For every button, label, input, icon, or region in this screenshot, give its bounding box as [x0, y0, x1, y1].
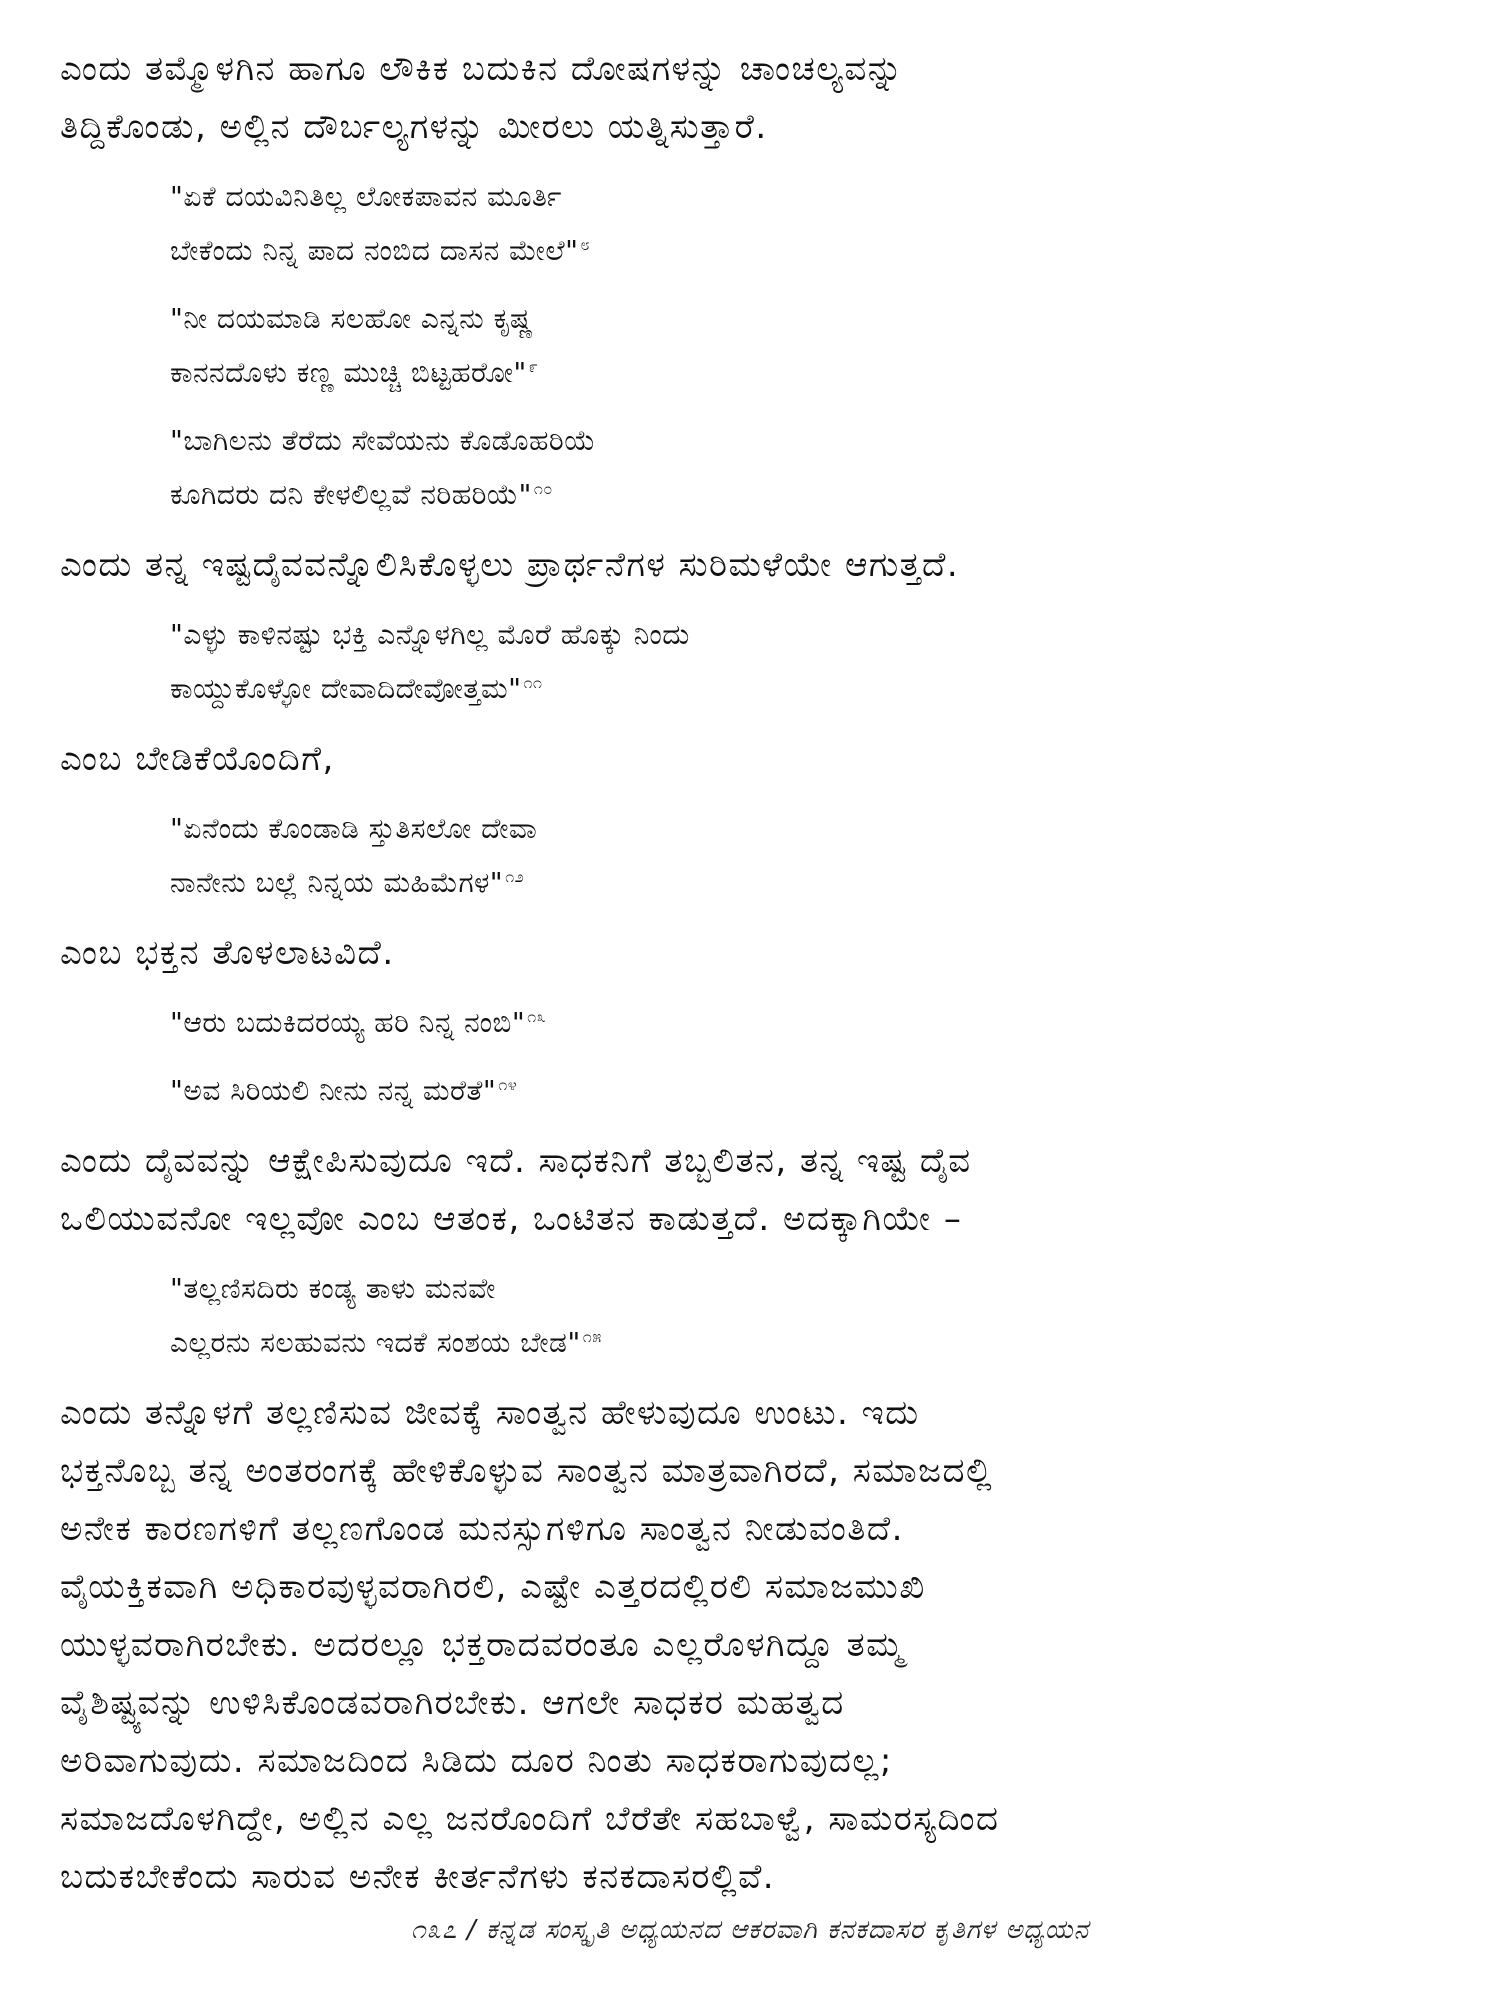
verse-line: ಕೂಗಿದರು ದನಿ ಕೇಳಲಿಲ್ಲವೆ ನರಿಹರಿಯೆ" $^{೧೦}$: [170, 478, 553, 511]
paragraph-line: ಎಂದು ತನ್ನೊಳಗೆ ತಲ್ಲಣಿಸುವ ಜೀವಕ್ಕೆ ಸಾಂತ್ವನ ಹೇಳುವುದೂ ಉಂಟು. ಇದು: [60, 1393, 920, 1433]
verse-line: "ಏಕೆ ದಯವಿನಿತಿಲ್ಲ ಲೋಕಪಾವನ ಮೂರ್ತಿ: [170, 180, 562, 213]
paragraph-line: ಬದುಕಬೇಕೆಂದು ಸಾರುವ ಅನೇಕ ಕೀರ್ತನೆಗಳು ಕನಕದಾಸರಲ್ಲಿವೆ.: [60, 1857, 776, 1897]
verse-line: "ನೀ ದಯಮಾಡಿ ಸಲಹೋ ಎನ್ನನು ಕೃಷ್ಣ: [170, 302, 534, 335]
quoted-verse: [170, 1064, 1440, 1118]
paragraph-line: ವೈಶಿಷ್ಟ್ಯವನ್ನು ಉಳಿಸಿಕೊಂಡವರಾಗಿರಬೇಕು. ಆಗಲೇ ಸಾಧಕರ ಮಹತ್ವದ: [60, 1683, 845, 1723]
body-paragraph: [60, 536, 1440, 594]
footnote-marker: ೧೫: [582, 1326, 602, 1346]
paragraph-line: ವೈಯಕ್ತಿಕವಾಗಿ ಅಧಿಕಾರವುಳ್ಳವರಾಗಿರಲಿ, ಎಷ್ಟೇ ಎತ್ತರದಲ್ಲಿರಲಿ ಸಮಾಜಮುಖಿ: [60, 1567, 926, 1607]
verse-line: "ಬಾಗಿಲನು ತೆರೆದು ಸೇವೆಯನು ಕೊಡೊಹರಿಯೆ: [170, 424, 596, 457]
paragraph-line: ಒಲಿಯುವನೋ ಇಲ್ಲವೋ ಎಂಬ ಆತಂಕ, ಒಂಟಿತನ ಕಾಡುತ್ತದೆ. ಅದಕ್ಕಾಗಿಯೇ –: [60, 1199, 963, 1239]
verse-line: ಕಾನನದೊಳು ಕಣ್ಣ ಮುಚ್ಚಿ ಬಿಟ್ಟಹರೋ" $^೯$: [170, 356, 539, 389]
paragraph-line: ತಿದ್ದಿಕೊಂಡು, ಅಲ್ಲಿನ ದೌರ್ಬಲ್ಯಗಳನ್ನು ಮೀರಲು ಯತ್ನಿಸುತ್ತಾರೆ.: [60, 107, 768, 147]
paragraph-line: ಎಂಬ ಭಕ್ತನ ತೊಳಲಾಟವಿದೆ.: [60, 933, 395, 973]
footnote-marker: ೧೨: [505, 866, 525, 886]
verse-line: ಎಲ್ಲರನು ಸಲಹುವನು ಇದಕೆ ಸಂಶಯ ಬೇಡ" $^{೧೫}$: [170, 1326, 602, 1359]
quoted-verse: [170, 608, 1440, 716]
body-paragraph: [60, 40, 1440, 156]
paragraph-line: ಎಂದು ತಮ್ಮೊಳಗಿನ ಹಾಗೂ ಲೌಕಿಕ ಬದುಕಿನ ದೋಷಗಳನ್ನು ಚಾಂಚಲ್ಯವನ್ನು: [60, 49, 904, 89]
body-paragraph: [60, 924, 1440, 982]
footnote-marker: ೯: [528, 356, 539, 376]
body-paragraph: [60, 730, 1440, 788]
verse-line: "ಎಳ್ಳು ಕಾಳಿನಷ್ಟು ಭಕ್ತಿ ಎನ್ನೊಳಗಿಲ್ಲ ಮೊರೆ ಹೊಕ್ಕು ನಿಂದು: [170, 618, 690, 651]
verse-line: ಕಾಯ್ದುಕೊಳ್ಳೋ ದೇವಾದಿದೇವೋತ್ತಮ" $^{೧೧}$: [170, 672, 543, 705]
body-paragraph: [60, 1384, 1440, 1906]
paragraph-line: ಭಕ್ತನೊಬ್ಬ ತನ್ನ ಅಂತರಂಗಕ್ಕೆ ಹೇಳಿಕೊಳ್ಳುವ ಸಾಂತ್ವನ ಮಾತ್ರವಾಗಿರದೆ, ಸಮಾಜದಲ್ಲಿ: [60, 1451, 994, 1491]
quoted-verse: [170, 996, 1440, 1050]
paragraph-line: ಯುಳ್ಳವರಾಗಿರಬೇಕು. ಅದರಲ್ಲೂ ಭಕ್ತರಾದವರಂತೂ ಎಲ್ಲರೊಳಗಿದ್ದೂ ತಮ್ಮ: [60, 1625, 905, 1665]
paragraph-line: ಎಂದು ದೈವವನ್ನು ಆಕ್ಷೇಪಿಸುವುದೂ ಇದೆ. ಸಾಧಕನಿಗೆ ತಬ್ಬಲಿತನ, ತನ್ನ ಇಷ್ಟ ದೈವ: [60, 1141, 972, 1181]
paragraph-line: ಅನೇಕ ಕಾರಣಗಳಿಗೆ ತಲ್ಲಣಗೊಂಡ ಮನಸ್ಸುಗಳಿಗೂ ಸಾಂತ್ವನ ನೀಡುವಂತಿದೆ.: [60, 1509, 904, 1549]
verse-line: ನಾನೇನು ಬಲ್ಲೆ ನಿನ್ನಯ ಮಹಿಮೆಗಳ" $^{೧೨}$: [170, 866, 525, 899]
paragraph-line: ಸಮಾಜದೊಳಗಿದ್ದೇ, ಅಲ್ಲಿನ ಎಲ್ಲ ಜನರೊಂದಿಗೆ ಬೆರೆತೇ ಸಹಬಾಳ್ವೆ, ಸಾಮರಸ್ಯದಿಂದ: [60, 1799, 1000, 1839]
verse-line: "ತಲ್ಲಣಿಸದಿರು ಕಂಡ್ಯ ತಾಳು ಮನವೇ: [170, 1272, 496, 1305]
quoted-verse: [170, 292, 1440, 400]
quoted-verse: [170, 1262, 1440, 1370]
footnote-marker: ೮: [580, 234, 590, 254]
paragraph-line: ಅರಿವಾಗುವುದು. ಸಮಾಜದಿಂದ ಸಿಡಿದು ದೂರ ನಿಂತು ಸಾಧಕರಾಗುವುದಲ್ಲ;: [60, 1741, 893, 1781]
verse-line: "ಅವ ಸಿರಿಯಲಿ ನೀನು ನನ್ನ ಮರೆತೆ" $^{೧೪}$: [170, 1074, 518, 1107]
quoted-verse: [170, 802, 1440, 910]
quoted-verse: [170, 414, 1440, 522]
paragraph-line: ಎಂದು ತನ್ನ ಇಷ್ಟದೈವವನ್ನೊಲಿಸಿಕೊಳ್ಳಲು ಪ್ರಾರ್ಥನೆಗಳ ಸುರಿಮಳೆಯೇ ಆಗುತ್ತದೆ.: [60, 545, 960, 585]
body-paragraph: [60, 1132, 1440, 1248]
footnote-marker: ೧೩: [527, 1006, 547, 1026]
verse-line: "ಏನೆಂದು ಕೊಂಡಾಡಿ ಸ್ತುತಿಸಲೋ ದೇವಾ: [170, 812, 538, 845]
footnote-marker: ೧೦: [533, 478, 553, 498]
footnote-marker: ೧೪: [498, 1074, 518, 1094]
paragraph-line: ಎಂಬ ಬೇಡಿಕೆಯೊಂದಿಗೆ,: [60, 739, 335, 779]
page-body: [60, 40, 1440, 1906]
footnote-marker: ೧೧: [523, 672, 543, 692]
page-footer: ೧೩೭ / ಕನ್ನಡ ಸಂಸ್ಕೃತಿ ಅಧ್ಯಯನದ ಆಕರವಾಗಿ ಕನಕದಾಸರ ಕೃತಿಗಳ ಅಧ್ಯಯನ: [410, 1915, 1090, 1945]
verse-line: ಬೇಕೆಂದು ನಿನ್ನ ಪಾದ ನಂಬಿದ ದಾಸನ ಮೇಲೆ" $^೮$: [170, 234, 590, 267]
quoted-verse: [170, 170, 1440, 278]
verse-line: "ಆರು ಬದುಕಿದರಯ್ಯ ಹರಿ ನಿನ್ನ ನಂಬಿ" $^{೧೩}$: [170, 1006, 547, 1039]
